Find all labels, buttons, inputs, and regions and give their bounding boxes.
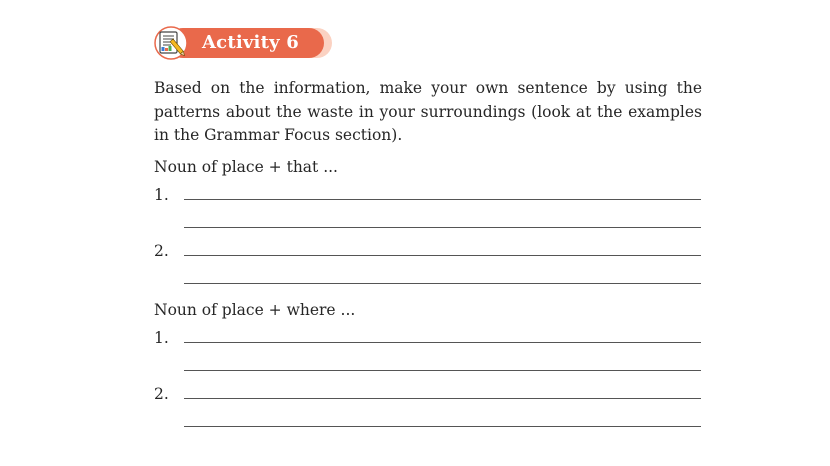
answer-line[interactable]: [184, 199, 701, 200]
item-number: 2.: [154, 242, 169, 260]
item-number: 1.: [154, 186, 169, 204]
answer-line[interactable]: [184, 283, 701, 284]
section-label-that: Noun of place + that ...: [154, 158, 338, 176]
answer-line[interactable]: [184, 342, 701, 343]
item-number: 2.: [154, 385, 169, 403]
activity-badge: [154, 26, 332, 60]
activity-instructions: Based on the information, make your own sentence by using the patterns about the waste in your surroundings (look at the examples in the Grammar Focus section).: [154, 79, 702, 144]
answer-line[interactable]: [184, 227, 701, 228]
answer-line[interactable]: [184, 255, 701, 256]
answer-line[interactable]: [184, 398, 701, 399]
answer-line[interactable]: [184, 370, 701, 371]
section-label-where: Noun of place + where ...: [154, 301, 356, 319]
notebook-pencil-icon: [154, 26, 188, 60]
item-number: 1.: [154, 329, 169, 347]
activity-title: Activity 6: [202, 32, 299, 53]
answer-line[interactable]: [184, 426, 701, 427]
